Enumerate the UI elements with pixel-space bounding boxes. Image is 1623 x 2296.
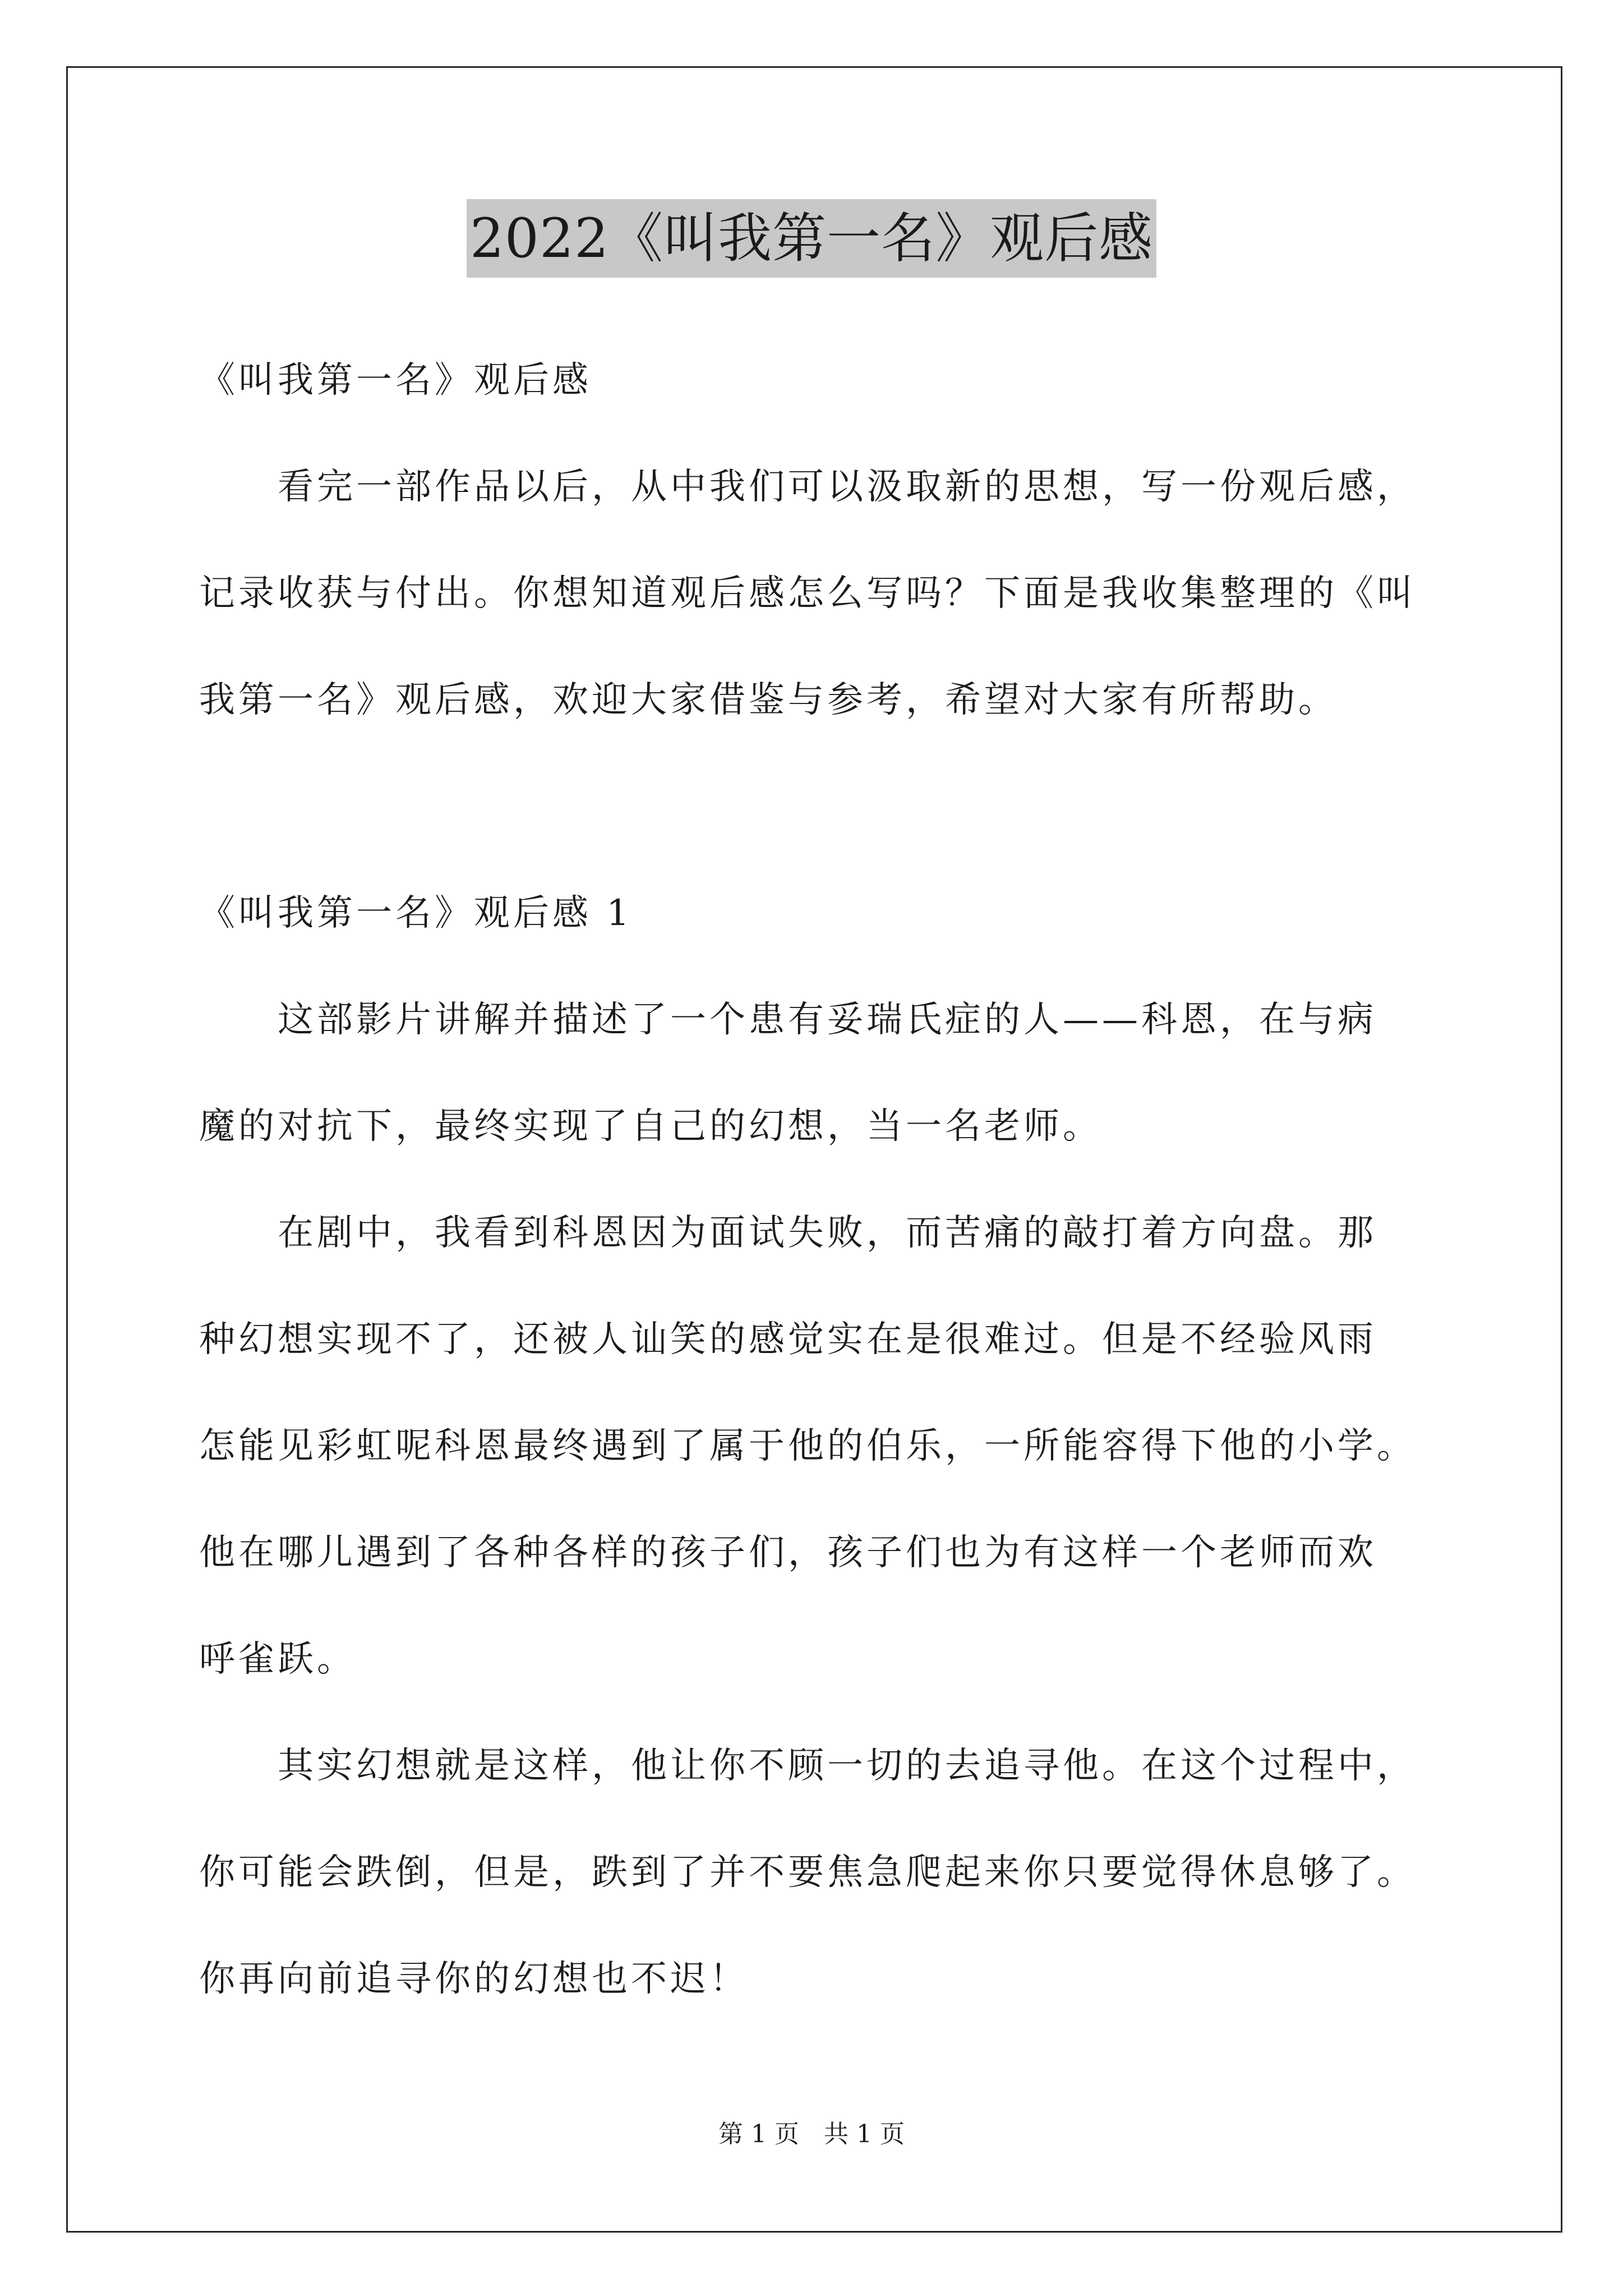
paragraph-line: 种幻想实现不了，还被人讪笑的感觉实在是很难过。但是不经验风雨 <box>199 1319 1377 1360</box>
document-subtitle: 《叫我第一名》观后感 <box>199 360 592 401</box>
paragraph-line: 你可能会跌倒，但是，跌到了并不要焦急爬起来你只要觉得休息够了。 <box>199 1852 1416 1893</box>
paragraph-line: 魔的对抗下，最终实现了自己的幻想，当一名老师。 <box>199 1106 1102 1147</box>
paragraph-line: 其实幻想就是这样，他让你不顾一切的去追寻他。在这个过程中， <box>199 1745 1416 1787</box>
intro-line-1: 看完一部作品以后，从中我们可以汲取新的思想，写一份观后感， <box>199 466 1416 508</box>
paragraph-line: 在剧中，我看到科恩因为面试失败，而苦痛的敲打着方向盘。那 <box>199 1212 1377 1254</box>
page-footer: 第 1 页 共 1 页 <box>718 2120 905 2148</box>
intro-line-3: 我第一名》观后感，欢迎大家借鉴与参考，希望对大家有所帮助。 <box>199 679 1338 721</box>
paragraph-line: 他在哪儿遇到了各种各样的孩子们，孩子们也为有这样一个老师而欢 <box>199 1532 1377 1573</box>
paragraph-line: 怎能见彩虹呢科恩最终遇到了属于他的伯乐，一所能容得下他的小学。 <box>199 1425 1416 1467</box>
title-container <box>0 199 1623 278</box>
intro-line-2: 记录收获与付出。你想知道观后感怎么写吗？下面是我收集整理的《叫 <box>199 573 1416 614</box>
paragraph-line: 你再向前追寻你的幻想也不迟！ <box>199 1958 749 2000</box>
document-title: 2022《叫我第一名》观后感 <box>467 199 1156 278</box>
paragraph-line: 这部影片讲解并描述了一个患有妥瑞氏症的人——科恩，在与病 <box>199 999 1377 1041</box>
section-heading: 《叫我第一名》观后感 1 <box>199 892 633 934</box>
paragraph-line: 呼雀跃。 <box>199 1639 356 1680</box>
